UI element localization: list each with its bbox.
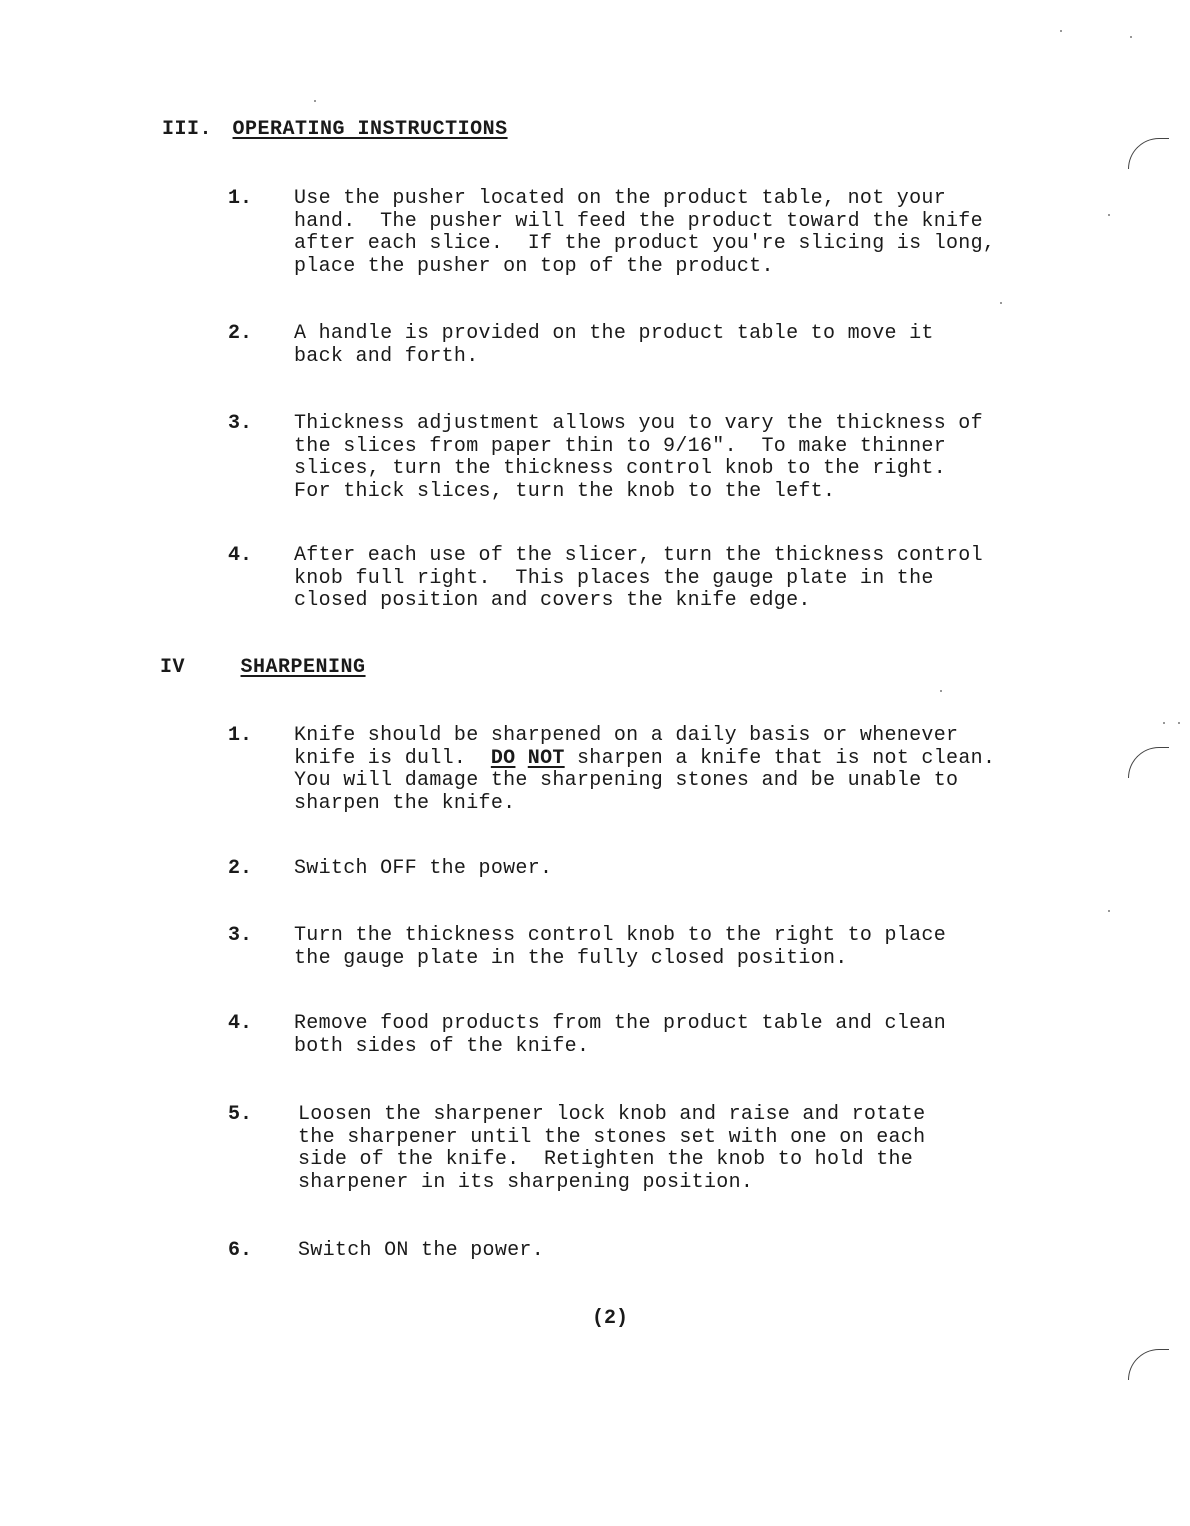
item-number: 3. [228,412,253,435]
emphasis-not: NOT [527,746,565,770]
emphasis-do: DO [490,746,516,770]
scan-speck [314,100,316,102]
item-text [294,725,1064,815]
item-number: 4. [228,1012,253,1035]
list-item [228,925,1108,970]
scan-speck [1108,214,1110,216]
item-line [294,748,1064,771]
item-text: Remove food products from the product table and clean both sides of the knife. [294,1012,947,1058]
item-text: Use the pusher located on the product table, not your hand. The pusher will feed the product toward the knife after each slice. If the product you're slicing is long, place the pusher on top of the product. [294,187,996,278]
item-line: sharpen the knife. [294,791,516,815]
binder-hole-mark [1128,747,1169,778]
scan-speck [1130,36,1132,38]
list-item [228,1240,1108,1263]
list-item [228,413,1108,503]
item-text: After each use of the slicer, turn the thickness control knob full right. This places the gauge plate in the closed position and covers the knife edge. [294,544,983,613]
list-item [228,545,1108,613]
item-text: Thickness adjustment allows you to vary the thickness of the slices from paper thin to 9/16". To make thinner slices, turn the thickness control knob to the right. For thick slices, turn the knob to the left. [294,412,983,503]
scan-speck [1060,30,1062,32]
item-number: 1. [228,724,253,747]
list-item [228,725,1108,815]
section-title: SHARPENING [240,656,366,679]
page-number: (2) [592,1307,629,1330]
item-number: 4. [228,544,253,567]
section-title: OPERATING INSTRUCTIONS [232,118,508,141]
section-number: III. [162,118,213,141]
item-number: 2. [228,322,253,345]
item-text: Switch OFF the power. [294,857,553,880]
item-number: 1. [228,187,253,210]
item-text: A handle is provided on the product table to move it back and forth. [294,322,934,368]
item-number: 2. [228,857,253,880]
scan-speck [1178,722,1180,724]
item-number: 6. [228,1239,253,1262]
list-item [228,1013,1108,1058]
scan-speck [1163,722,1165,724]
list-item [228,1104,1108,1194]
item-text: Turn the thickness control knob to the right to place the gauge plate in the fully closed position. [294,924,947,970]
list-item [228,323,1108,368]
binder-hole-mark [1128,138,1169,169]
binder-hole-mark [1128,1349,1169,1380]
scan-speck [1000,302,1002,304]
scan-speck [940,690,942,692]
item-number: 3. [228,924,253,947]
scan-speck [1108,910,1110,912]
section-number: IV [160,656,186,679]
section-heading-sharpening [160,656,366,679]
list-item [228,188,1108,278]
item-line-part: sharpen a knife that is not clean. [564,746,996,770]
list-item [228,858,1108,881]
item-line: Knife should be sharpened on a daily basis or whenever [294,724,959,747]
section-heading-operating [162,118,508,141]
item-line: You will damage the sharpening stones and be unable to [294,769,959,793]
item-text: Switch ON the power. [298,1239,545,1262]
item-text: Loosen the sharpener lock knob and raise and rotate the sharpener until the stones set with one on each side of the knife. Retighten the knob to hold the sharpener in its sharpening position. [298,1103,926,1194]
item-line-part: knife is dull. [294,746,491,770]
item-number: 5. [228,1103,253,1126]
